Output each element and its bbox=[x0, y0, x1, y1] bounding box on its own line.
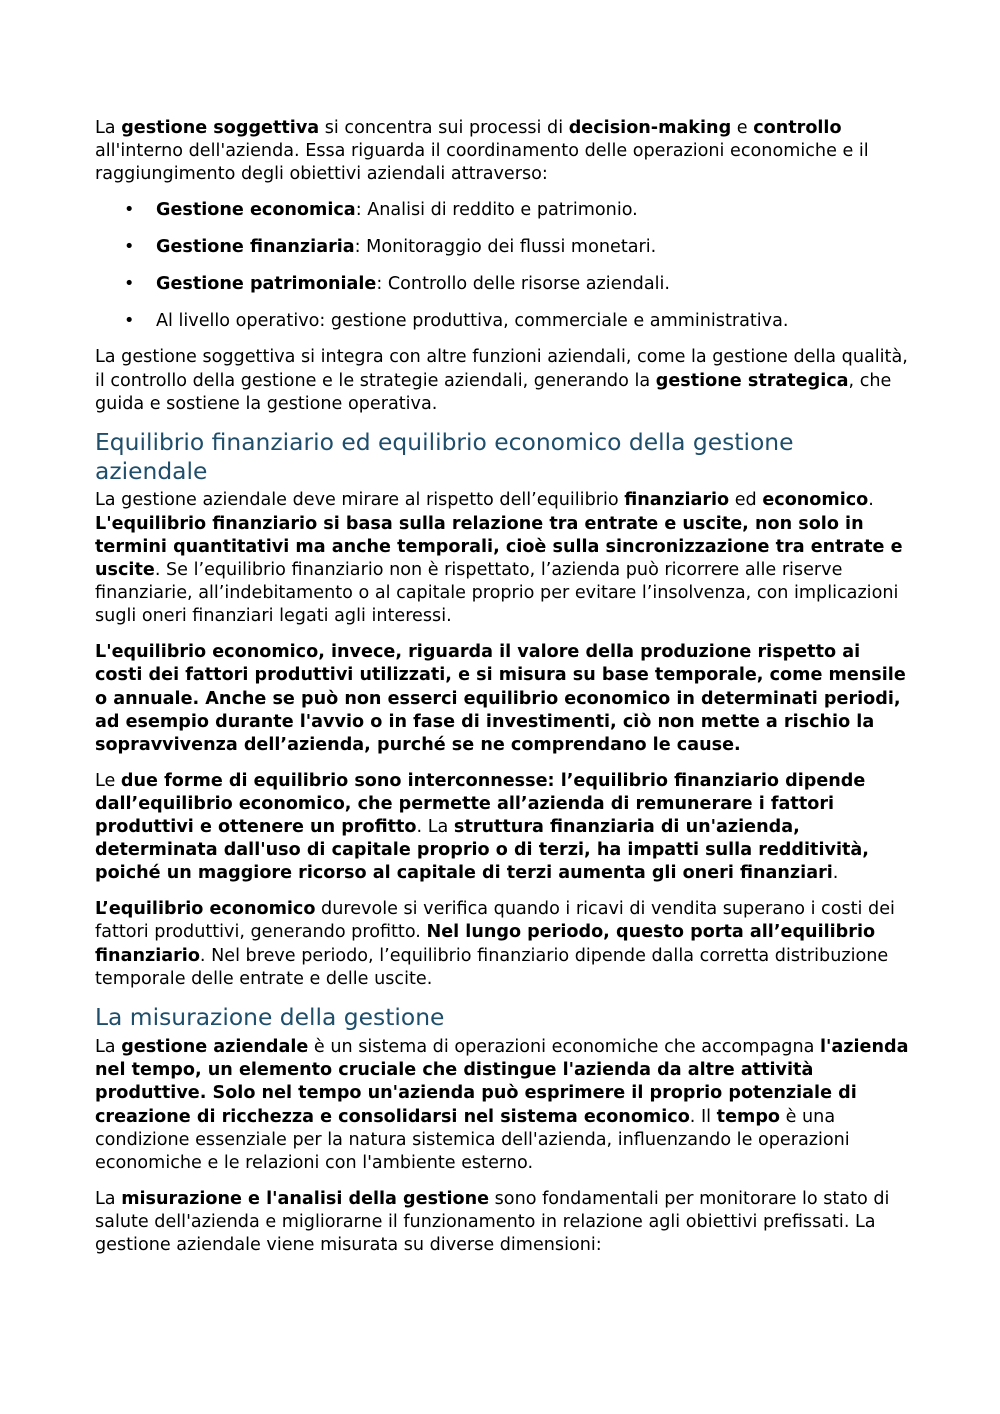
text-run: all'interno dell'azienda. Essa riguarda il coordinamento delle operazioni economiche e il raggiungimento degli obiettivi aziendali attraverso: bbox=[95, 141, 869, 185]
text-run: è un sistema di operazioni economiche che accompagna bbox=[308, 1036, 820, 1057]
bullet-icon: • bbox=[124, 310, 135, 331]
text-run: : Monitoraggio dei flussi monetari. bbox=[354, 236, 657, 257]
text-run: La bbox=[95, 1188, 122, 1209]
bold-text-run: controllo bbox=[753, 118, 842, 138]
bullet-list bbox=[95, 199, 910, 333]
text-run: Al livello operativo: gestione produttiva, commerciale e amministrativa. bbox=[156, 310, 789, 331]
list-item bbox=[95, 236, 910, 259]
document-page bbox=[95, 117, 910, 1270]
bullet-icon: • bbox=[124, 200, 135, 221]
bullet-icon: • bbox=[124, 273, 135, 294]
text-run: Le bbox=[95, 770, 121, 791]
text-run: La bbox=[95, 1036, 122, 1057]
text-run: : Analisi di reddito e patrimonio. bbox=[355, 200, 638, 221]
text-run: . bbox=[868, 490, 874, 511]
bold-text-run: L’equilibrio economico bbox=[95, 899, 316, 920]
text-run: La gestione aziendale deve mirare al rispetto dell’equilibrio bbox=[95, 490, 625, 511]
bold-text-run: L'equilibrio economico, invece, riguarda il valore della produzione rispetto ai costi dei fattori produttivi utilizzati, e si misura su base temporale, come mensile o annuale. Anche se può non esserci equilibrio economico in determinati periodi, ad esempio durante l'avvio o in fase di investimenti, ciò non mette a rischio la sopravvivenza dell’azienda, purché se ne comprendano le cause. bbox=[95, 642, 906, 755]
bold-text-run: struttura finanziaria di un'azienda, determinata dall'uso di capitale proprio o di terzi, ha impatti sulla redditività, poiché un maggiore ricorso al capitale di terzi aumenta gli oneri finanziari bbox=[95, 817, 869, 884]
paragraph bbox=[95, 641, 910, 757]
bold-text-run: tempo bbox=[716, 1106, 781, 1127]
section-heading-misurazione: La misurazione della gestione bbox=[95, 1003, 445, 1032]
text-run: : Controllo delle risorse aziendali. bbox=[376, 273, 670, 294]
bold-text-run: Gestione economica bbox=[156, 200, 356, 221]
bold-text-run: Gestione finanziaria bbox=[156, 236, 355, 257]
after-list-paragraph bbox=[95, 346, 910, 416]
list-item-text bbox=[156, 311, 788, 331]
section-heading-equilibrio: Equilibrio finanziario ed equilibrio economico della gestione aziendale bbox=[95, 428, 794, 485]
bold-text-run: Gestione patrimoniale bbox=[156, 273, 377, 294]
paragraph bbox=[95, 898, 910, 991]
list-item bbox=[95, 273, 910, 296]
text-run: . La bbox=[416, 817, 454, 838]
list-item-text bbox=[156, 237, 656, 257]
bold-text-run: L'equilibrio finanziario si basa sulla relazione tra entrate e uscite, non solo in termini quantitativi ma anche temporali, cioè sulla sincronizzazione tra entrate e uscite bbox=[95, 513, 903, 581]
text-run: La bbox=[95, 118, 122, 138]
text-run: durevole si verifica quando i ricavi di vendita superano i costi dei fattori produttivi, generando profitto. bbox=[95, 899, 895, 943]
text-run: La gestione soggettiva si integra con altre funzioni aziendali, come la gestione della qualità, il controllo della gestione e le strategie aziendali, generando la bbox=[95, 347, 908, 391]
text-run: . bbox=[832, 863, 839, 884]
text-run: , che guida e sostiene la gestione operativa. bbox=[95, 370, 892, 414]
text-run: sono fondamentali per monitorare lo stato di salute dell'azienda e migliorarne il funzionamento in relazione agli obiettivi prefissati. La gestione aziendale viene misurata su diverse dimensioni: bbox=[95, 1188, 890, 1256]
bullet-icon: • bbox=[124, 236, 135, 257]
bold-text-run: gestione aziendale bbox=[121, 1036, 309, 1057]
text-run: ed bbox=[729, 490, 763, 511]
text-run: . Il bbox=[689, 1106, 717, 1127]
text-run: è una condizione essenziale per la natura sistemica dell'azienda, influenzando le operazioni economiche e le relazioni con l'ambiente esterno. bbox=[95, 1106, 850, 1173]
paragraph bbox=[95, 1188, 910, 1258]
bold-text-run: gestione strategica bbox=[655, 370, 849, 391]
list-item-text bbox=[156, 200, 638, 220]
text-run: . Se l’equilibrio finanziario non è rispettato, l’azienda può ricorrere alle riserve finanziarie, all’indebitamento o al capitale proprio per evitare l’insolvenza, con implicazioni sugli oneri finanziari legati agli interessi. bbox=[95, 560, 899, 627]
bold-text-run: economico bbox=[762, 490, 869, 511]
list-item bbox=[95, 310, 910, 333]
intro-paragraph bbox=[95, 117, 910, 187]
text-run: si concentra sui processi di bbox=[319, 118, 569, 138]
paragraph bbox=[95, 1036, 910, 1175]
paragraph bbox=[95, 489, 910, 628]
bold-text-run: due forme di equilibrio sono interconnesse: l’equilibrio finanziario dipende dall’equilibrio economico, che permette all’azienda di remunerare i fattori produttivi e ottenere un profitto bbox=[95, 770, 866, 838]
list-item-text bbox=[156, 274, 670, 294]
bold-text-run: misurazione e l'analisi della gestione bbox=[121, 1188, 490, 1209]
bold-text-run: decision-making bbox=[568, 118, 732, 138]
bold-text-run: Nel lungo periodo, questo porta all’equilibrio finanziario bbox=[95, 922, 876, 966]
paragraph bbox=[95, 770, 910, 886]
bold-text-run: finanziario bbox=[624, 490, 730, 511]
text-run: e bbox=[731, 118, 754, 138]
list-item bbox=[95, 199, 910, 222]
text-run: . Nel breve periodo, l’equilibrio finanziario dipende dalla corretta distribuzione temporale delle entrate e delle uscite. bbox=[95, 945, 889, 989]
bold-text-run: l'azienda nel tempo, un elemento cruciale che distingue l'azienda da altre attività produttive. Solo nel tempo un'azienda può esprimere il proprio potenziale di creazione di ricchezza e consolidarsi nel sistema economico bbox=[95, 1036, 909, 1127]
bold-text-run: gestione soggettiva bbox=[121, 118, 320, 138]
